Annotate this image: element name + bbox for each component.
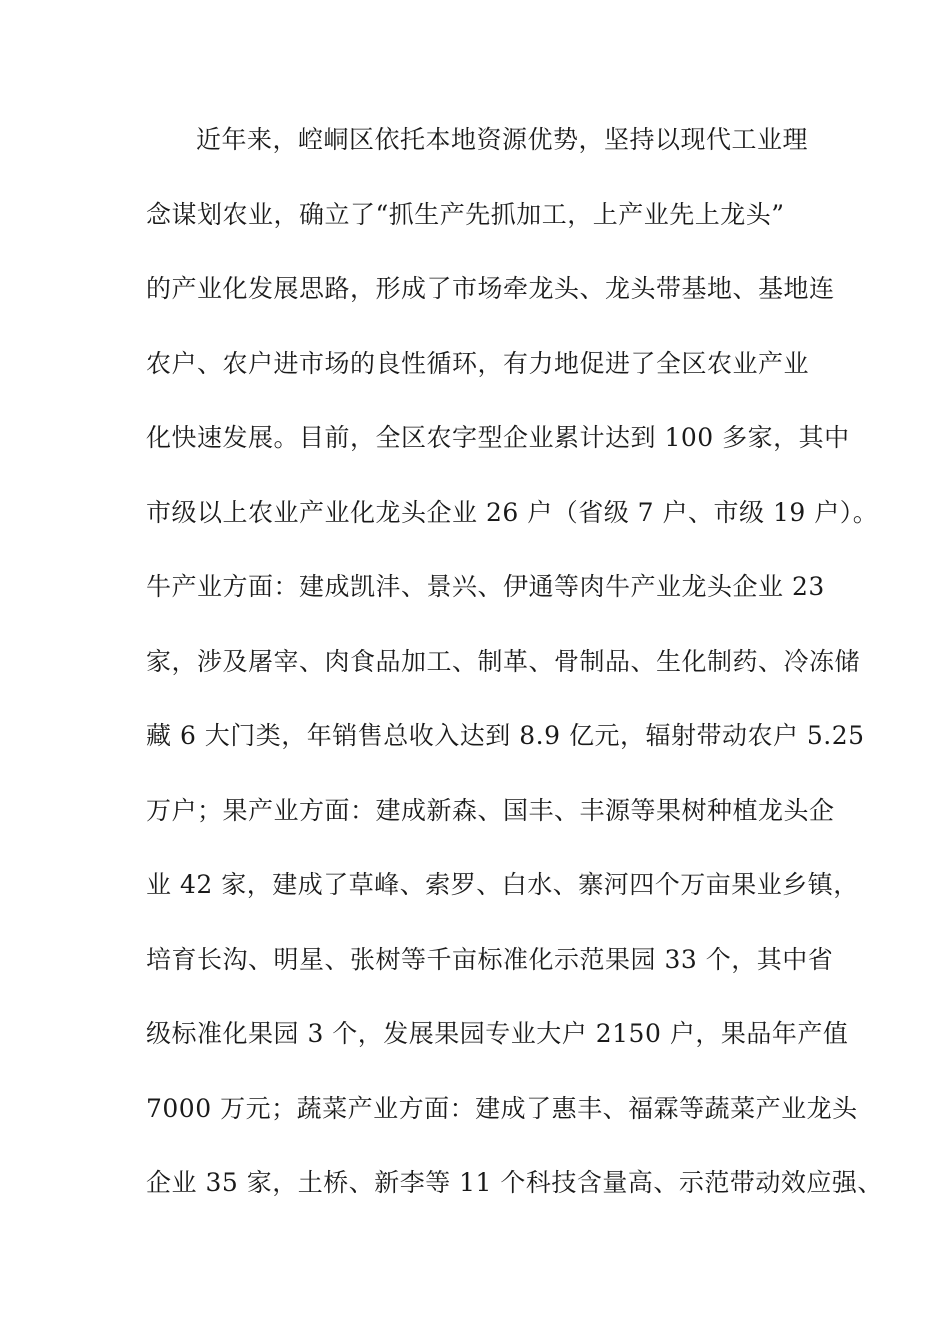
paragraph-line: 藏 6 大门类，年销售总收入达到 8.9 亿元，辐射带动农户 5.25 [146,721,865,750]
paragraph-line: 7000 万元；蔬菜产业方面：建成了惠丰、福霖等蔬菜产业龙头 [146,1093,858,1123]
paragraph-line: 的产业化发展思路，形成了市场牵龙头、龙头带基地、基地连 [146,274,835,303]
paragraph-line: 化快速发展。目前，全区农字型企业累计达到 100 多家，其中 [146,423,850,452]
paragraph-line: 农户、农户进市场的良性循环，有力地促进了全区农业产业 [146,348,810,378]
paragraph-line: 念谋划农业，确立了“抓生产先抓加工，上产业先上龙头” [146,199,785,229]
paragraph-line: 业 42 家，建成了草峰、索罗、白水、寨河四个万亩果业乡镇， [146,870,859,899]
paragraph-line: 万户；果产业方面：建成新森、国丰、丰源等果树种植龙头企 [146,795,835,825]
paragraph-line: 级标准化果园 3 个，发展果园专业大户 2150 户，果品年产值 [146,1019,849,1048]
body-paragraph [146,118,883,1236]
paragraph-line: 牛产业方面：建成凯沣、景兴、伊通等肉牛产业龙头企业 23 [146,572,825,601]
paragraph-line: 近年来，崆峒区依托本地资源优势，坚持以现代工业理 [196,125,809,154]
paragraph-line: 培育长沟、明星、张树等千亩标准化示范果园 33 个，其中省 [146,944,834,974]
paragraph-line: 市级以上农业产业化龙头企业 26 户（省级 7 户、市级 19 户）。 [146,497,879,527]
paragraph-line: 企业 35 家，土桥、新李等 11 个科技含量高、示范带动效应强、 [146,1168,883,1197]
paragraph-line: 家，涉及屠宰、肉食品加工、制革、骨制品、生化制药、冷冻储 [146,646,861,676]
